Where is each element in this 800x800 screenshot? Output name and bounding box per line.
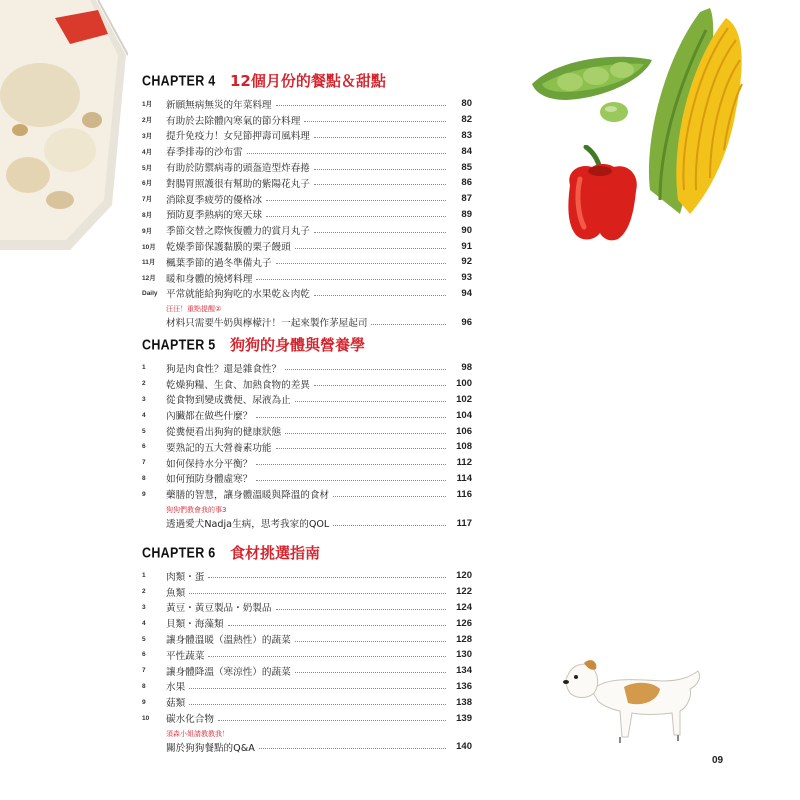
toc-entry[interactable] (142, 254, 472, 270)
dotted-leader (314, 385, 446, 386)
entry-number: 3 (142, 395, 146, 403)
dotted-leader (259, 748, 446, 749)
entry-page: 102 (456, 393, 472, 405)
toc-entry[interactable] (142, 143, 472, 159)
toc-entry[interactable] (142, 175, 472, 191)
soup-bowl-image (0, 0, 128, 250)
entry-title: 如何保持水分平衡？ (166, 458, 253, 470)
toc-entry[interactable] (142, 376, 472, 392)
toc-entry[interactable] (142, 568, 472, 584)
entry-page: 96 (461, 316, 472, 328)
entry-number: 7 (142, 667, 146, 675)
toc-entry[interactable] (142, 455, 472, 471)
entry-title: 魚類 (166, 587, 186, 599)
entry-page: 82 (461, 114, 472, 126)
dotted-leader (208, 656, 446, 657)
entry-page: 94 (461, 287, 472, 299)
entry-page: 91 (461, 240, 472, 252)
entry-title: 肉類・蛋 (166, 571, 205, 583)
dotted-leader (295, 641, 446, 642)
entry-title: 春季排毒的沙布雷 (166, 147, 243, 159)
entry-title: 有助於防禦病毒的頭盔造型炸春捲 (166, 163, 310, 175)
dotted-leader (276, 105, 446, 106)
chapter-title: 狗狗的身體與營養學 (230, 336, 366, 354)
entry-number: 8月 (142, 211, 153, 219)
toc-entry[interactable] (142, 600, 472, 616)
special-entry[interactable] (142, 314, 472, 330)
entry-page: 114 (456, 472, 472, 484)
entry-title: 碳水化合物 (166, 714, 214, 726)
dotted-leader (276, 448, 446, 449)
entry-title: 材料只需要牛奶與檸檬汁！一起來製作茅屋起司 (166, 318, 368, 330)
entry-title: 消除夏季疲勞的優格冰 (166, 194, 262, 206)
entry-title: 從糞便看出狗狗的健康狀態 (166, 427, 282, 439)
entry-title: 平常就能給狗狗吃的水果乾＆肉乾 (166, 289, 310, 301)
entry-number: 6月 (142, 180, 153, 188)
entry-number: 6 (142, 443, 146, 451)
entry-number: 3 (142, 603, 146, 611)
entry-number: 7 (142, 459, 146, 467)
entry-number: 10月 (142, 243, 156, 251)
dotted-leader (189, 704, 446, 705)
dotted-leader (276, 609, 446, 610)
entry-page: 117 (456, 517, 472, 529)
entry-page: 122 (456, 586, 472, 598)
dotted-leader (208, 577, 446, 578)
entry-page: 124 (456, 601, 472, 613)
entry-title: 乾燥狗糧、生食、加熱食物的差異 (166, 379, 310, 391)
entry-title: 要熟記的五大營養素功能 (166, 442, 272, 454)
toc-entry[interactable] (142, 647, 472, 663)
dotted-leader (247, 153, 446, 154)
entry-page: 136 (456, 680, 472, 692)
dotted-leader (285, 369, 446, 370)
entry-number: 2 (142, 588, 146, 596)
entry-title: 有助於去除體內寒氣的節分料理 (166, 115, 301, 127)
dotted-leader (256, 480, 446, 481)
entry-page: 92 (461, 256, 472, 268)
dotted-leader (256, 279, 446, 280)
chapter-label: CHAPTER 6 (142, 544, 216, 561)
entry-number: 8 (142, 682, 146, 690)
entry-number: Daily (142, 289, 158, 297)
entry-page: 120 (456, 570, 472, 582)
entry-page: 128 (456, 633, 472, 645)
toc-entry[interactable] (142, 471, 472, 487)
chapter-6-section (142, 542, 472, 757)
entry-number: 1 (142, 572, 146, 580)
entry-title: 透過愛犬Nadja生病，思考我家的QOL (166, 519, 330, 531)
entry-page: 98 (461, 362, 472, 374)
edamame-pod-image (528, 50, 656, 130)
entry-page: 83 (461, 129, 472, 141)
entry-page: 130 (456, 649, 472, 661)
dotted-leader (314, 295, 446, 296)
toc-entry[interactable] (142, 631, 472, 647)
dotted-leader (295, 672, 446, 673)
jack-russell-dog-image (562, 655, 707, 745)
entry-list (142, 568, 472, 726)
toc-entry[interactable] (142, 663, 472, 679)
toc-entry[interactable] (142, 128, 472, 144)
special-entry[interactable] (142, 515, 472, 531)
entry-title: 從食物到變成糞便、尿液為止 (166, 395, 291, 407)
toc-entry[interactable] (142, 615, 472, 631)
entry-page: 90 (461, 224, 472, 236)
entry-list (142, 360, 472, 502)
dotted-leader (314, 137, 446, 138)
dotted-leader (295, 401, 446, 402)
entry-page: 86 (461, 177, 472, 189)
entry-number: 11月 (142, 259, 156, 267)
entry-number: 12月 (142, 275, 156, 283)
entry-number: 9月 (142, 227, 153, 235)
entry-title: 讓身體降溫（寒涼性）的蔬菜 (166, 666, 291, 678)
dotted-leader (371, 324, 446, 325)
red-bell-pepper-image (562, 145, 642, 245)
chapter-title: 食材挑選指南 (230, 544, 321, 562)
toc-entry[interactable] (142, 423, 472, 439)
entry-title: 關於狗狗餐點的Q&A (166, 742, 255, 754)
entry-title: 讓身體溫暖（溫熱性）的蔬菜 (166, 635, 291, 647)
dotted-leader (295, 248, 446, 249)
entry-title: 貝類・海藻類 (166, 619, 224, 631)
dotted-leader (314, 169, 446, 170)
entry-title: 對腸胃照護很有幫助的紫陽花丸子 (166, 178, 310, 190)
dotted-leader (333, 525, 446, 526)
column-tag: 須森小姐請教教我！ (166, 729, 229, 738)
entry-number: 9 (142, 698, 146, 706)
toc-entry[interactable] (142, 159, 472, 175)
toc-entry[interactable] (142, 191, 472, 207)
entry-page: 84 (461, 145, 472, 157)
toc-entry[interactable] (142, 710, 472, 726)
dotted-leader (256, 417, 446, 418)
special-entry[interactable] (142, 739, 472, 755)
column-tag: 狗狗們教會我的事3 (166, 506, 227, 515)
entry-title: 提升免疫力！女兒節押壽司風料理 (166, 131, 310, 143)
entry-number: 8 (142, 474, 146, 482)
entry-number: 5月 (142, 164, 153, 172)
chapter-5-section (142, 334, 472, 533)
dotted-leader (256, 464, 446, 465)
toc-entry[interactable] (142, 694, 472, 710)
toc-entry[interactable] (142, 486, 472, 502)
entry-page: 93 (461, 272, 472, 284)
dotted-leader (189, 688, 446, 689)
dotted-leader (266, 216, 446, 217)
entry-number: 4 (142, 411, 146, 419)
dotted-leader (304, 121, 446, 122)
entry-page: 80 (461, 98, 472, 110)
toc-entry[interactable] (142, 407, 472, 423)
chapter-4-section (142, 70, 472, 332)
entry-page: 85 (461, 161, 472, 173)
entry-title: 狗是肉食性？還是雜食性？ (166, 363, 282, 375)
chapter-heading (142, 70, 472, 96)
entry-title: 乾燥季節保護黏膜的栗子饅頭 (166, 242, 291, 254)
entry-title: 菇類 (166, 698, 186, 710)
entry-title: 楓葉季節的過冬準備丸子 (166, 257, 272, 269)
dotted-leader (314, 184, 446, 185)
entry-title: 平性蔬菜 (166, 650, 205, 662)
entry-page: 134 (456, 665, 472, 677)
toc-entry[interactable] (142, 392, 472, 408)
dotted-leader (228, 625, 446, 626)
chapter-heading (142, 542, 472, 568)
toc-entry[interactable] (142, 207, 472, 223)
dotted-leader (285, 433, 446, 434)
entry-title: 預防夏季熱病的寒天球 (166, 210, 262, 222)
entry-page: 108 (456, 441, 472, 453)
corn-cob-image (640, 0, 750, 225)
entry-number: 4 (142, 619, 146, 627)
entry-page: 112 (456, 457, 472, 469)
entry-page: 140 (456, 741, 472, 753)
entry-number: 1 (142, 364, 146, 372)
toc-entry[interactable] (142, 584, 472, 600)
entry-number: 5 (142, 635, 146, 643)
entry-page: 87 (461, 193, 472, 205)
toc-entry[interactable] (142, 439, 472, 455)
entry-number: 5 (142, 427, 146, 435)
entry-number: 10 (142, 714, 150, 722)
entry-number: 9 (142, 490, 146, 498)
entry-title: 暖和身體的燒烤料理 (166, 273, 253, 285)
entry-page: 139 (456, 712, 472, 724)
entry-number: 2 (142, 380, 146, 388)
dotted-leader (189, 593, 446, 594)
entry-number: 6 (142, 651, 146, 659)
entry-title: 黃豆・黃豆製品・奶製品 (166, 603, 272, 615)
entry-number: 4月 (142, 148, 153, 156)
entry-page: 126 (456, 617, 472, 629)
entry-page: 89 (461, 208, 472, 220)
entry-number: 2月 (142, 117, 153, 125)
entry-number: 3月 (142, 132, 153, 140)
toc-entry[interactable] (142, 238, 472, 254)
dotted-leader (218, 720, 446, 721)
entry-title: 如何預防身體虛寒？ (166, 474, 253, 486)
entry-page: 104 (456, 409, 472, 421)
entry-number: 7月 (142, 196, 153, 204)
entry-list (142, 96, 472, 301)
toc-entry[interactable] (142, 112, 472, 128)
entry-page: 100 (456, 378, 472, 390)
toc-entry[interactable] (142, 360, 472, 376)
column-tag: 汪汪！重點提醒② (166, 305, 222, 314)
entry-title: 新願無病無災的年菜料理 (166, 99, 272, 111)
toc-entry[interactable] (142, 96, 472, 112)
entry-page: 138 (456, 696, 472, 708)
chapter-label: CHAPTER 5 (142, 336, 216, 353)
dotted-leader (266, 200, 446, 201)
entry-title: 水果 (166, 682, 186, 694)
chapter-title: 12個月份的餐點＆甜點 (230, 72, 386, 90)
entry-title: 藥膳的智慧，讓身體溫暖與降溫的食材 (166, 490, 330, 502)
chapter-heading (142, 334, 472, 360)
entry-title: 季節交替之際恢復體力的賞月丸子 (166, 226, 310, 238)
dotted-leader (314, 232, 446, 233)
toc-entry[interactable] (142, 222, 472, 238)
entry-page: 106 (456, 425, 472, 437)
entry-title: 內臟都在做些什麼？ (166, 411, 253, 423)
entry-number: 1月 (142, 101, 153, 109)
chapter-label: CHAPTER 4 (142, 72, 216, 89)
dotted-leader (276, 263, 446, 264)
toc-entry[interactable] (142, 679, 472, 695)
toc-entry[interactable] (142, 286, 472, 302)
entry-page: 116 (456, 488, 472, 500)
toc-entry[interactable] (142, 270, 472, 286)
page-number: 09 (712, 755, 724, 766)
dotted-leader (333, 496, 446, 497)
